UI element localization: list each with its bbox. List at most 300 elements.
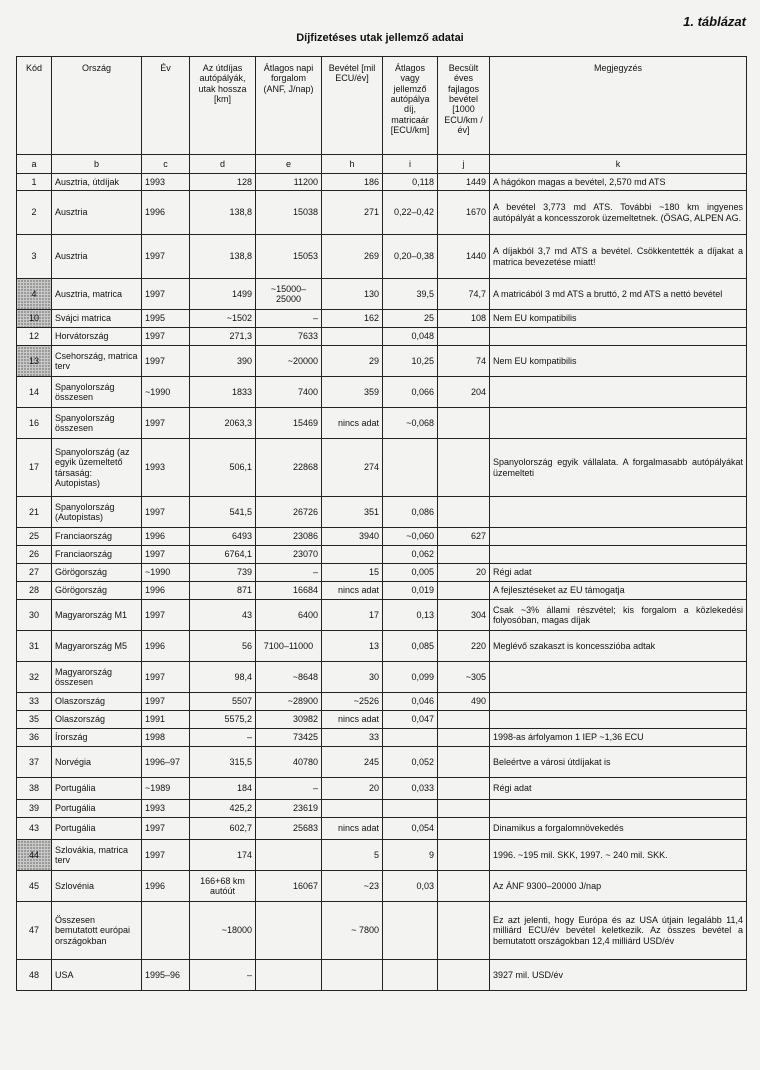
row-code: 14 <box>17 377 52 408</box>
row-specific-revenue <box>438 729 490 747</box>
row-traffic: 7633 <box>256 328 322 346</box>
row-remark <box>490 528 747 546</box>
row-toll <box>383 902 438 960</box>
row-length: 56 <box>190 631 256 662</box>
row-toll: 25 <box>383 310 438 328</box>
row-toll: ~0,068 <box>383 408 438 439</box>
row-code: 31 <box>17 631 52 662</box>
row-toll: 0,052 <box>383 747 438 778</box>
column-letter: d <box>190 155 256 174</box>
row-toll: 0,019 <box>383 582 438 600</box>
row-year: 1997 <box>142 497 190 528</box>
table-row <box>17 564 747 582</box>
row-code: 38 <box>17 778 52 800</box>
column-letter: e <box>256 155 322 174</box>
row-toll <box>383 800 438 818</box>
row-revenue: 13 <box>322 631 383 662</box>
row-code: 44 <box>17 840 52 871</box>
table-row <box>17 497 747 528</box>
row-specific-revenue <box>438 960 490 991</box>
table-row <box>17 191 747 235</box>
row-toll: 0,048 <box>383 328 438 346</box>
row-toll: 0,118 <box>383 174 438 191</box>
row-code: 39 <box>17 800 52 818</box>
row-year: 1997 <box>142 328 190 346</box>
row-year: 1997 <box>142 818 190 840</box>
table-row <box>17 818 747 840</box>
row-revenue: ~23 <box>322 871 383 902</box>
row-length: 1833 <box>190 377 256 408</box>
document-title: Díjfizetéses utak jellemző adatai <box>296 32 464 44</box>
row-country: Spanyolország összesen <box>52 408 142 439</box>
row-year: ~1990 <box>142 377 190 408</box>
row-code: 47 <box>17 902 52 960</box>
row-code: 48 <box>17 960 52 991</box>
row-toll: 10,25 <box>383 346 438 377</box>
row-remark: Régi adat <box>490 564 747 582</box>
row-toll: 0,03 <box>383 871 438 902</box>
column-header: Ország <box>52 57 142 155</box>
row-revenue: 29 <box>322 346 383 377</box>
row-length: 315,5 <box>190 747 256 778</box>
row-toll: 0,054 <box>383 818 438 840</box>
row-remark: 1996. ~195 mil. SKK, 1997. ~ 240 mil. SKK. <box>490 840 747 871</box>
toll-roads-table <box>16 56 747 991</box>
table-row <box>17 840 747 871</box>
row-specific-revenue <box>438 840 490 871</box>
row-country: Spanyolország (Autopistas) <box>52 497 142 528</box>
row-traffic: ~15000–25000 <box>256 279 322 310</box>
row-remark: Dinamikus a forgalomnövekedés <box>490 818 747 840</box>
row-remark: Az ÁNF 9300–20000 J/nap <box>490 871 747 902</box>
row-traffic: 16684 <box>256 582 322 600</box>
table-row <box>17 902 747 960</box>
row-remark: Nem EU kompatibilis <box>490 346 747 377</box>
row-year: 1996–97 <box>142 747 190 778</box>
row-country: Franciaország <box>52 528 142 546</box>
row-remark <box>490 497 747 528</box>
row-country: Spanyolország (az egyik üzemeltető társaság: Autopistas) <box>52 439 142 497</box>
row-revenue: 15 <box>322 564 383 582</box>
row-traffic: 26726 <box>256 497 322 528</box>
table-row <box>17 546 747 564</box>
table-row <box>17 600 747 631</box>
row-length: 390 <box>190 346 256 377</box>
column-letter: h <box>322 155 383 174</box>
table-row <box>17 871 747 902</box>
row-specific-revenue <box>438 871 490 902</box>
row-specific-revenue: 490 <box>438 693 490 711</box>
row-specific-revenue <box>438 497 490 528</box>
row-length: 184 <box>190 778 256 800</box>
row-specific-revenue <box>438 818 490 840</box>
row-specific-revenue: 74 <box>438 346 490 377</box>
column-header: Megjegyzés <box>490 57 747 155</box>
row-revenue: 3940 <box>322 528 383 546</box>
row-toll <box>383 439 438 497</box>
row-traffic: 15038 <box>256 191 322 235</box>
row-year: 1996 <box>142 631 190 662</box>
row-country: Portugália <box>52 778 142 800</box>
row-year: 1998 <box>142 729 190 747</box>
row-code: 26 <box>17 546 52 564</box>
row-specific-revenue: 627 <box>438 528 490 546</box>
row-revenue <box>322 546 383 564</box>
row-toll: 0,047 <box>383 711 438 729</box>
row-length: 871 <box>190 582 256 600</box>
row-toll: 0,033 <box>383 778 438 800</box>
row-traffic: 11200 <box>256 174 322 191</box>
row-specific-revenue <box>438 711 490 729</box>
row-revenue <box>322 960 383 991</box>
row-revenue: 359 <box>322 377 383 408</box>
row-length: – <box>190 729 256 747</box>
row-traffic: 15053 <box>256 235 322 279</box>
row-code: 10 <box>17 310 52 328</box>
row-toll: 0,20–0,38 <box>383 235 438 279</box>
row-revenue: 351 <box>322 497 383 528</box>
column-letter-row <box>17 155 747 174</box>
column-letter: k <box>490 155 747 174</box>
row-code: 35 <box>17 711 52 729</box>
row-country: Ausztria <box>52 235 142 279</box>
row-revenue: ~ 7800 <box>322 902 383 960</box>
row-country: Svájci matrica <box>52 310 142 328</box>
row-length: 138,8 <box>190 191 256 235</box>
row-length: 2063,3 <box>190 408 256 439</box>
row-traffic: 22868 <box>256 439 322 497</box>
row-remark <box>490 546 747 564</box>
row-country: Összesen bemutatott európai országokban <box>52 902 142 960</box>
row-specific-revenue <box>438 328 490 346</box>
row-revenue: 130 <box>322 279 383 310</box>
table-row <box>17 729 747 747</box>
row-code: 13 <box>17 346 52 377</box>
row-traffic: 6400 <box>256 600 322 631</box>
row-toll: 0,086 <box>383 497 438 528</box>
row-code: 21 <box>17 497 52 528</box>
row-specific-revenue <box>438 747 490 778</box>
row-revenue: nincs adat <box>322 582 383 600</box>
row-country: Franciaország <box>52 546 142 564</box>
row-length: 739 <box>190 564 256 582</box>
row-specific-revenue <box>438 582 490 600</box>
row-traffic: 40780 <box>256 747 322 778</box>
row-length: 5507 <box>190 693 256 711</box>
row-traffic: 7400 <box>256 377 322 408</box>
header-row <box>17 57 747 155</box>
row-code: 45 <box>17 871 52 902</box>
row-remark: A fejlesztéseket az EU támogatja <box>490 582 747 600</box>
column-header: Év <box>142 57 190 155</box>
row-code: 12 <box>17 328 52 346</box>
row-specific-revenue: 74,7 <box>438 279 490 310</box>
column-letter: c <box>142 155 190 174</box>
row-length: ~1502 <box>190 310 256 328</box>
row-traffic: 25683 <box>256 818 322 840</box>
row-length: 506,1 <box>190 439 256 497</box>
row-traffic: 7100–11000 <box>256 631 322 662</box>
row-specific-revenue: 108 <box>438 310 490 328</box>
row-specific-revenue <box>438 902 490 960</box>
row-length: 174 <box>190 840 256 871</box>
row-traffic <box>256 840 322 871</box>
row-traffic: ~28900 <box>256 693 322 711</box>
row-remark: Meglévő szakaszt is koncesszióba adtak <box>490 631 747 662</box>
row-revenue: 271 <box>322 191 383 235</box>
row-remark: A díjakból 3,7 md ATS a bevétel. Csökkentették a díjakat a matrica bevezetése miatt! <box>490 235 747 279</box>
row-specific-revenue <box>438 408 490 439</box>
column-letter: a <box>17 155 52 174</box>
row-specific-revenue: 20 <box>438 564 490 582</box>
row-revenue: 274 <box>322 439 383 497</box>
column-header: Bevétel [mil ECU/év] <box>322 57 383 155</box>
row-year <box>142 902 190 960</box>
row-year: 1997 <box>142 546 190 564</box>
column-header: Átlagos napi forgalom (ANF, J/nap) <box>256 57 322 155</box>
row-country: Norvégia <box>52 747 142 778</box>
table-row <box>17 346 747 377</box>
row-year: 1995 <box>142 310 190 328</box>
row-specific-revenue <box>438 439 490 497</box>
column-header: Kód <box>17 57 52 155</box>
row-revenue: 245 <box>322 747 383 778</box>
row-year: 1993 <box>142 174 190 191</box>
row-revenue <box>322 800 383 818</box>
row-toll: ~0,060 <box>383 528 438 546</box>
row-remark <box>490 800 747 818</box>
row-traffic: 23086 <box>256 528 322 546</box>
row-traffic: – <box>256 564 322 582</box>
row-toll <box>383 729 438 747</box>
column-header: Átlagos vagy jellemző autópálya díj, matricaár [ECU/km] <box>383 57 438 155</box>
row-toll: 0,046 <box>383 693 438 711</box>
table-row <box>17 711 747 729</box>
row-country: Szlovénia <box>52 871 142 902</box>
row-remark: Ez azt jelenti, hogy Európa és az USA útjain legalább 11,4 milliárd ECU/év bevétel keletkezik. Az összes bevétel a bemutatott országokban 12,4 milliárd USD/év <box>490 902 747 960</box>
row-code: 27 <box>17 564 52 582</box>
row-toll: 0,066 <box>383 377 438 408</box>
row-remark <box>490 693 747 711</box>
row-revenue: nincs adat <box>322 818 383 840</box>
row-year: 1996 <box>142 871 190 902</box>
row-remark <box>490 662 747 693</box>
row-traffic: 30982 <box>256 711 322 729</box>
table-row <box>17 439 747 497</box>
row-revenue: 20 <box>322 778 383 800</box>
row-specific-revenue <box>438 800 490 818</box>
row-country: Ausztria, matrica <box>52 279 142 310</box>
row-traffic: 73425 <box>256 729 322 747</box>
row-year: ~1989 <box>142 778 190 800</box>
row-remark <box>490 408 747 439</box>
row-specific-revenue: 304 <box>438 600 490 631</box>
row-traffic <box>256 902 322 960</box>
row-country: Görögország <box>52 582 142 600</box>
column-header: Az útdíjas autópályák, utak hossza [km] <box>190 57 256 155</box>
table-row <box>17 778 747 800</box>
row-code: 43 <box>17 818 52 840</box>
row-length: – <box>190 960 256 991</box>
row-length: 43 <box>190 600 256 631</box>
row-revenue: 33 <box>322 729 383 747</box>
table-row <box>17 328 747 346</box>
row-length: 1499 <box>190 279 256 310</box>
row-code: 1 <box>17 174 52 191</box>
row-country: Portugália <box>52 818 142 840</box>
row-country: Görögország <box>52 564 142 582</box>
row-code: 36 <box>17 729 52 747</box>
column-letter: i <box>383 155 438 174</box>
row-country: Portugália <box>52 800 142 818</box>
table-row <box>17 582 747 600</box>
row-year: 1997 <box>142 346 190 377</box>
table-row <box>17 310 747 328</box>
row-revenue: 162 <box>322 310 383 328</box>
row-year: 1997 <box>142 408 190 439</box>
row-length: 5575,2 <box>190 711 256 729</box>
row-length: 98,4 <box>190 662 256 693</box>
row-toll: 0,085 <box>383 631 438 662</box>
row-toll: 0,062 <box>383 546 438 564</box>
row-toll: 39,5 <box>383 279 438 310</box>
row-year: 1997 <box>142 840 190 871</box>
column-header: Becsült éves fajlagos bevétel [1000 ECU/km /év] <box>438 57 490 155</box>
row-length: 271,3 <box>190 328 256 346</box>
row-traffic: 16067 <box>256 871 322 902</box>
row-country: Szlovákia, matrica terv <box>52 840 142 871</box>
table-row <box>17 662 747 693</box>
row-code: 4 <box>17 279 52 310</box>
row-revenue <box>322 328 383 346</box>
table-row <box>17 235 747 279</box>
table-row <box>17 279 747 310</box>
row-specific-revenue: 1670 <box>438 191 490 235</box>
table-row <box>17 631 747 662</box>
row-remark: Beleértve a városi útdíjakat is <box>490 747 747 778</box>
row-toll <box>383 960 438 991</box>
row-traffic: 23070 <box>256 546 322 564</box>
row-code: 33 <box>17 693 52 711</box>
row-remark: Nem EU kompatibilis <box>490 310 747 328</box>
row-country: Magyarország M1 <box>52 600 142 631</box>
row-specific-revenue: 220 <box>438 631 490 662</box>
row-length: 541,5 <box>190 497 256 528</box>
column-letter: b <box>52 155 142 174</box>
row-revenue: 17 <box>322 600 383 631</box>
row-country: Olaszország <box>52 711 142 729</box>
row-country: Csehország, matrica terv <box>52 346 142 377</box>
row-remark: Spanyolország egyik vállalata. A forgalmasabb autópályákat üzemelteti <box>490 439 747 497</box>
row-specific-revenue <box>438 546 490 564</box>
row-year: 1997 <box>142 279 190 310</box>
row-year: 1997 <box>142 600 190 631</box>
row-revenue: ~2526 <box>322 693 383 711</box>
row-traffic: – <box>256 310 322 328</box>
row-toll: 0,22–0,42 <box>383 191 438 235</box>
column-letter: j <box>438 155 490 174</box>
row-remark <box>490 328 747 346</box>
row-remark: A bevétel 3,773 md ATS. További ~180 km ingyenes autópályát a koncesszorok üzemeltetnek. (ÖSAG, ALPEN AG. <box>490 191 747 235</box>
row-length: 6764,1 <box>190 546 256 564</box>
row-specific-revenue: 204 <box>438 377 490 408</box>
row-year: 1996 <box>142 191 190 235</box>
row-code: 2 <box>17 191 52 235</box>
row-traffic: 15469 <box>256 408 322 439</box>
row-specific-revenue: 1449 <box>438 174 490 191</box>
row-year: 1993 <box>142 439 190 497</box>
row-specific-revenue: ~305 <box>438 662 490 693</box>
row-year: 1997 <box>142 662 190 693</box>
row-year: 1996 <box>142 582 190 600</box>
row-traffic <box>256 960 322 991</box>
row-traffic: 23619 <box>256 800 322 818</box>
row-code: 37 <box>17 747 52 778</box>
row-year: 1991 <box>142 711 190 729</box>
row-remark: Csak ~3% állami részvétel; kis forgalom a közlekedési folyosóban, magas díjak <box>490 600 747 631</box>
row-code: 25 <box>17 528 52 546</box>
row-specific-revenue <box>438 778 490 800</box>
row-remark: 1998-as árfolyamon 1 IEP ~1,36 ECU <box>490 729 747 747</box>
table-row <box>17 960 747 991</box>
row-revenue: 186 <box>322 174 383 191</box>
row-year: 1993 <box>142 800 190 818</box>
row-revenue: nincs adat <box>322 408 383 439</box>
row-length: 425,2 <box>190 800 256 818</box>
row-traffic: ~20000 <box>256 346 322 377</box>
row-year: 1995–96 <box>142 960 190 991</box>
row-country: Írország <box>52 729 142 747</box>
row-code: 3 <box>17 235 52 279</box>
row-specific-revenue: 1440 <box>438 235 490 279</box>
row-country: Ausztria <box>52 191 142 235</box>
table-row <box>17 377 747 408</box>
row-country: USA <box>52 960 142 991</box>
row-country: Magyarország M5 <box>52 631 142 662</box>
row-code: 32 <box>17 662 52 693</box>
row-code: 28 <box>17 582 52 600</box>
row-revenue: 269 <box>322 235 383 279</box>
row-remark <box>490 711 747 729</box>
row-toll: 0,13 <box>383 600 438 631</box>
row-toll: 9 <box>383 840 438 871</box>
table-row <box>17 693 747 711</box>
row-traffic: ~8648 <box>256 662 322 693</box>
table-row <box>17 408 747 439</box>
row-length: 602,7 <box>190 818 256 840</box>
row-remark: A matricából 3 md ATS a bruttó, 2 md ATS a nettó bevétel <box>490 279 747 310</box>
row-country: Olaszország <box>52 693 142 711</box>
row-toll: 0,005 <box>383 564 438 582</box>
row-code: 30 <box>17 600 52 631</box>
row-revenue: 5 <box>322 840 383 871</box>
row-length: 166+68 km autóút <box>190 871 256 902</box>
row-traffic: – <box>256 778 322 800</box>
row-remark: Régi adat <box>490 778 747 800</box>
row-year: 1997 <box>142 693 190 711</box>
row-length: 6493 <box>190 528 256 546</box>
row-revenue: 30 <box>322 662 383 693</box>
table-row <box>17 800 747 818</box>
table-number-label: 1. táblázat <box>683 14 746 29</box>
row-country: Horvátország <box>52 328 142 346</box>
row-length: 128 <box>190 174 256 191</box>
row-revenue: nincs adat <box>322 711 383 729</box>
row-year: ~1990 <box>142 564 190 582</box>
row-year: 1996 <box>142 528 190 546</box>
row-year: 1997 <box>142 235 190 279</box>
row-country: Magyarország összesen <box>52 662 142 693</box>
